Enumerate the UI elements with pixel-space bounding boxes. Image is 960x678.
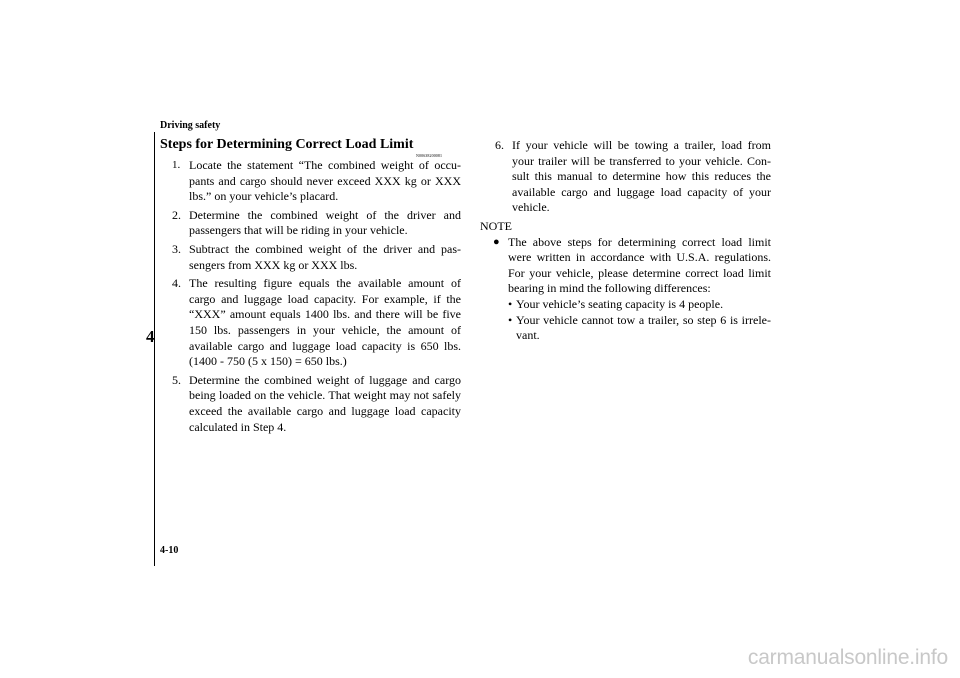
step-text: The resulting figure equals the available amount of cargo and luggage load capacity. For example, if the “XXX” amount equals 1400 lbs. and there will be five 150 lbs. passengers in your vehicle, the amount of available cargo and luggage load capacity is 650 lbs. (1400 - 750 (5 x 150) = 650 lbs.) <box>189 276 461 369</box>
section-header: Driving safety <box>160 120 221 131</box>
step-item <box>495 138 771 216</box>
step-item <box>172 158 461 205</box>
step-item <box>172 208 461 239</box>
note-subitem <box>508 313 771 344</box>
chapter-tab: 4 <box>146 327 155 346</box>
step-number: 5. <box>172 372 181 387</box>
step-number: 1. <box>172 159 181 171</box>
note-text: The above steps for determining correct load limit were written in accordance with U.S.A. regulations. For your vehicle, please determine correct load limit bearing in mind the following differences: <box>508 234 771 296</box>
step-item <box>172 276 461 370</box>
sub-bullet-icon: • <box>508 312 513 327</box>
note-body <box>508 235 771 344</box>
step-text: Subtract the combined weight of the driver and pas-sengers from XXX kg or XXX lbs. <box>189 241 461 272</box>
step-text: Determine the combined weight of luggage and cargo being loaded on the vehicle. That weight may not safely exceed the available cargo and luggage load capacity calculated in Step 4. <box>189 372 461 434</box>
section-title: Steps for Determining Correct Load Limit <box>160 137 414 152</box>
note-label: NOTE <box>480 218 512 233</box>
step-text: Locate the statement “The combined weight of occu-pants and cargo should never exceed XXX kg or XXX lbs.” on your vehicle’s placard. <box>189 158 461 204</box>
step-number: 6. <box>495 138 504 152</box>
step-number: 4. <box>172 276 181 291</box>
bullet-icon: ● <box>493 235 500 248</box>
step-text: Determine the combined weight of the driver and passengers that will be riding in your vehicle. <box>189 207 461 238</box>
step-number: 2. <box>172 207 181 222</box>
watermark: carmanualsonline.info <box>747 646 948 669</box>
page-number: 4-10 <box>160 545 179 556</box>
left-column <box>172 158 461 438</box>
step-number: 3. <box>172 241 181 256</box>
step-item <box>172 373 461 435</box>
note-item <box>493 235 771 344</box>
margin-rule <box>154 132 155 566</box>
note-subitem-text: Your vehicle cannot tow a trailer, so step 6 is irrele-vant. <box>516 312 771 343</box>
note-subitem-text: Your vehicle’s seating capacity is 4 people. <box>516 296 724 311</box>
note-subitem <box>508 297 771 313</box>
step-text: If your vehicle will be towing a trailer, load from your trailer will be transferred to your vehicle. Con-sult this manual to determine how this reduces the available cargo and luggage load capacity of your vehicle. <box>512 138 771 215</box>
step-item <box>172 242 461 273</box>
sub-bullet-icon: • <box>508 296 513 311</box>
reference-code: N00638200081 <box>416 153 443 158</box>
right-column <box>480 138 771 344</box>
